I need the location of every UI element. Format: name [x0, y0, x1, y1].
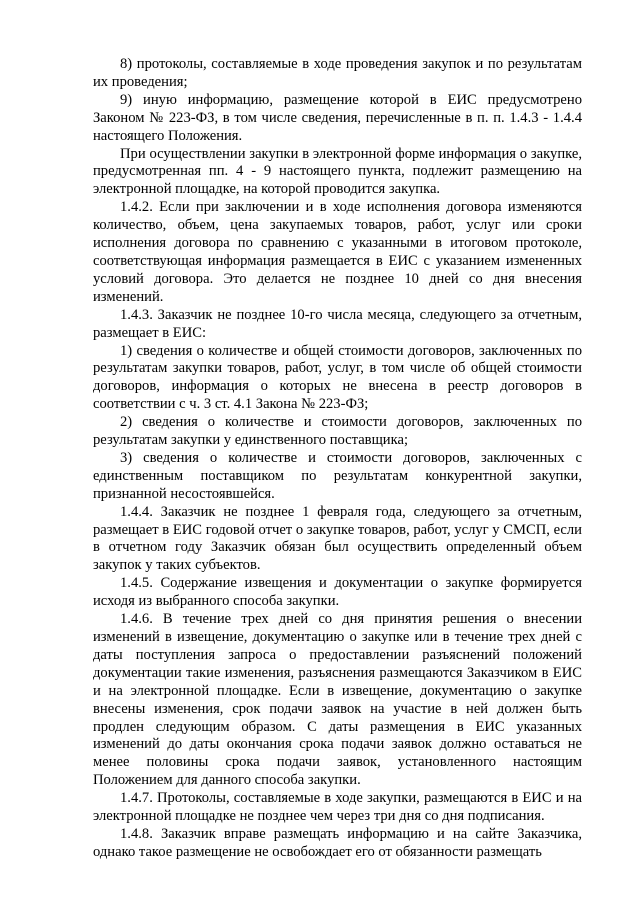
paragraph-1-4-3-item-3: 3) сведения о количестве и стоимости договоров, заключенных с единственным поставщиком по результатам конкурентной закупки, признанной несостоявшейся.: [93, 449, 582, 502]
paragraph-1-4-3-item-2: 2) сведения о количестве и стоимости договоров, заключенных по результатам закупки у единственного поставщика;: [93, 414, 582, 449]
paragraph-1-4-5: 1.4.5. Содержание извещения и документации о закупке формируется исходя из выбранного способа закупки.: [93, 575, 582, 610]
paragraph-1-4-3-item-1: 1) сведения о количестве и общей стоимости договоров, заключенных по результатам закупки товаров, работ, услуг, в том числе об общей стоимости договоров, информация о которых не внесена в реестр договоров в соответствии с ч. 3 ст. 4.1 Закона № 223-ФЗ;: [93, 342, 582, 413]
paragraph-1-4-4: 1.4.4. Заказчик не позднее 1 февраля года, следующего за отчетным, размещает в ЕИС годовой отчет о закупке товаров, работ, услуг у СМСП, если в отчетном году Заказчик обязан был осуществить определенный объем закупок у таких субъектов.: [93, 503, 582, 574]
paragraph-1-4-8: 1.4.8. Заказчик вправе размещать информацию и на сайте Заказчика, однако такое размещение не освобождает его от обязанности размещать: [93, 825, 582, 860]
paragraph-1-4-7: 1.4.7. Протоколы, составляемые в ходе закупки, размещаются в ЕИС и на электронной площадке не позднее чем через три дня со дня подписания.: [93, 790, 582, 825]
paragraph-item-8-protocols: 8) протоколы, составляемые в ходе проведения закупок и по результатам их проведения;: [93, 56, 582, 90]
paragraph-1-4-3: 1.4.3. Заказчик не позднее 10-го числа месяца, следующего за отчетным, размещает в ЕИС:: [93, 306, 582, 341]
paragraph-item-9-other-info: 9) иную информацию, размещение которой в ЕИС предусмотрено Законом № 223-ФЗ, в том числе сведения, перечисленные в п. п. 1.4.3 - 1.4.4 настоящего Положения.: [93, 91, 582, 144]
paragraph-1-4-2: 1.4.2. Если при заключении и в ходе исполнения договора изменяются количество, объем, цена закупаемых товаров, работ, услуг или сроки исполнения договора по сравнению с указанными в итоговом протоколе, соответствующая информация размещается в ЕИС с указанием измененных условий договора. Это делается не позднее 10 дней со дня внесения изменений.: [93, 199, 582, 305]
paragraph-1-4-6: 1.4.6. В течение трех дней со дня принятия решения о внесении изменений в извещение, документацию о закупке или в течение трех дней с даты поступления запроса о предоставлении разъяснений положений документации такие изменения, разъяснения размещаются Заказчиком в ЕИС и на электронной площадке. Если в извещение, документацию о закупке внесены изменения, срок подачи заявок на участие в ней должен быть продлен следующим образом. С даты размещения в ЕИС указанных изменений до даты окончания срока подачи заявок должно оставаться не менее половины срока подачи заявок, установленного настоящим Положением для данного способа закупки.: [93, 611, 582, 789]
paragraph-electronic-form: При осуществлении закупки в электронной форме информация о закупке, предусмотренная пп. 4 - 9 настоящего пункта, подлежит размещению на электронной площадке, на которой проводится закупка.: [93, 145, 582, 198]
